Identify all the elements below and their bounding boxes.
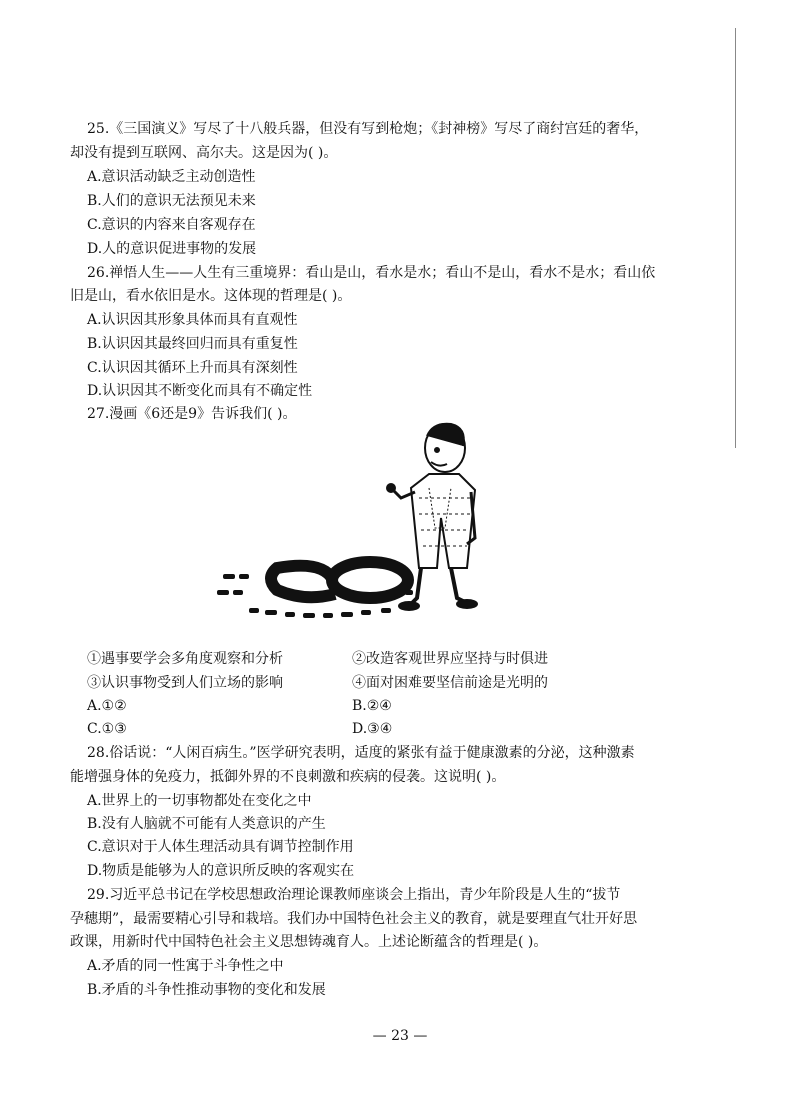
q25-option-b: B.人们的意识无法预见未来 [87,193,256,209]
q26-stem-line2: 旧是山，看水依旧是水。这体现的哲理是( )。 [70,288,352,304]
q29-stem-line3: 政课，用新时代中国特色社会主义思想铸魂育人。上述论断蕴含的哲理是( )。 [70,934,548,950]
q26-option-b: B.认识因其最终回归而具有重复性 [87,336,298,352]
q26-stem-line1: 26.禅悟人生——人生有三重境界：看山是山，看水是水；看山不是山，看水不是水；看山依 [87,265,656,281]
q27-statement-4: ④面对困难要坚信前途是光明的 [352,675,548,691]
q29-option-a: A.矛盾的同一性寓于斗争性之中 [87,958,284,974]
q27-statement-1: ①遇事要学会多角度观察和分析 [87,651,283,667]
cartoon-man [387,424,477,610]
q27-statement-2: ②改造客观世界应坚持与时俱进 [352,651,548,667]
q29-stem-line1: 29.习近平总书记在学校思想政治理论课教师座谈会上指出，青少年阶段是人生的“拔节 [87,887,621,903]
q25-option-a: A.意识活动缺乏主动创造性 [87,169,256,185]
q28-option-b: B.没有人脑就不可能有人类意识的产生 [87,816,326,832]
q27-stem: 27.漫画《6还是9》告诉我们( )。 [87,406,297,422]
q29-stem-line2: 孕穗期”，最需要精心引导和栽培。我们办中国特色社会主义的教育，就是要理直气壮开好思 [70,911,638,927]
q27-option-a: A.①② [87,698,127,714]
q27-statement-3: ③认识事物受到人们立场的影响 [87,675,283,691]
q26-option-c: C.认识因其循环上升而具有深刻性 [87,360,298,376]
q28-stem-line1: 28.俗话说：“人闲百病生。”医学研究表明，适度的紧张有益于健康激素的分泌，这种激素 [87,745,635,761]
page-edge-line [735,28,736,448]
q26-option-a: A.认识因其形象具体而具有直观性 [87,312,298,328]
cartoon-ground-digit [271,562,408,598]
q25-option-c: C.意识的内容来自客观存在 [87,217,256,233]
q28-stem-line2: 能增强身体的免疫力，抵御外界的不良刺激和疾病的侵袭。这说明( )。 [70,769,506,785]
q25-option-d: D.人的意识促进事物的发展 [87,241,257,257]
q29-option-b: B.矛盾的斗争性推动事物的变化和发展 [87,982,326,998]
page-number: — 23 — [372,1028,428,1044]
q26-option-d: D.认识因其不断变化而具有不确定性 [87,383,313,399]
q28-option-c: C.意识对于人体生理活动具有调节控制作用 [87,839,354,855]
q27-option-c: C.①③ [87,721,127,737]
q25-stem-line2: 却没有提到互联网、高尔夫。这是因为( )。 [70,145,338,161]
q28-option-a: A.世界上的一切事物都处在变化之中 [87,793,312,809]
q27-option-b: B.②④ [352,698,392,714]
q27-option-d: D.③④ [352,721,393,737]
cartoon-6-or-9 [205,418,505,623]
q25-stem-line1: 25.《三国演义》写尽了十八般兵器，但没有写到枪炮；《封神榜》写尽了商纣宫廷的奢华， [87,121,649,137]
q28-option-d: D.物质是能够为人的意识所反映的客观实在 [87,863,355,879]
